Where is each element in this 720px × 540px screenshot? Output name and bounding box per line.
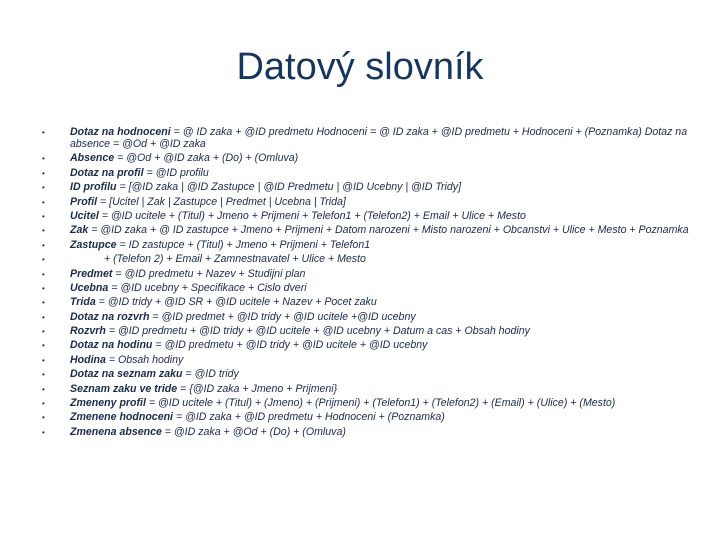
bullet-icon: • [42,128,45,137]
entry-term: Absence [70,152,115,165]
slide-title: Datový slovník [236,46,484,88]
dictionary-entry [0,167,720,179]
entry-definition: = @ID ucebny + Specifikace + Cislo dveri [108,281,307,294]
dictionary-entry [0,354,720,366]
bullet-icon: • [42,255,45,265]
bullet-icon: • [42,355,45,365]
bullet-icon: • [42,427,45,437]
entry-definition: = @ID tridy + @ID SR + @ID ucitele + Nazev + Pocet zaku [95,296,377,309]
entry-term: Zmeneny profil [70,397,146,410]
bullet-icon: • [42,226,45,236]
entry-definition: = ID zastupce + (Titul) + Jmeno + Prijmeni + Telefon1 [116,238,371,251]
entry-definition: = @Od + @ID zaka + (Do) + (Omluva) [114,152,299,165]
bullet-icon: • [42,154,45,164]
entry-definition: = @ID ucitele + (Titul) + (Jmeno) + (Prijmeni) + (Telefon1) + (Telefon2) + (Email) + (Ulice) + (Mesto) [145,397,616,410]
dictionary-entry [0,397,720,409]
entry-definition: = @ID predmetu + Nazev + Studijni plan [112,267,306,280]
entry-term: Dotaz na profil [70,166,144,179]
entry-definition: = {@ID zaka + Jmeno + Prijmeni} [177,382,338,395]
entry-term: ID profilu [70,181,117,194]
bullet-icon: • [42,341,45,351]
dictionary-entry [0,426,720,438]
entry-term: Zmenene hodnoceni [70,411,174,424]
entry-term: Dotaz na hodnoceni [70,126,171,138]
dictionary-entry [0,253,720,265]
dictionary-entry [0,311,720,323]
entry-term: Dotaz na rozvrh [70,310,150,323]
entry-definition: = @ID tridy [182,368,239,381]
entry-definition: = [Ucitel | Zak | Zastupce | Predmet | Ucebna | Trida] [97,195,346,208]
dictionary-entry [0,368,720,380]
entry-term: Seznam zaku ve tride [70,382,178,395]
dictionary-entry [0,268,720,280]
entry-term: Ucitel [70,209,99,222]
dictionary-entry [0,383,720,395]
bullet-icon: • [42,312,45,322]
bullet-icon: • [42,283,45,293]
entry-definition: = @ID zaka + @ID predmetu + Hodnoceni + (Poznamka) [173,411,445,424]
entry-continuation: + (Telefon 2) + Email + Zamnestnavatel + Ulice + Mesto [104,253,366,266]
dictionary-entry [0,411,720,423]
dictionary-entry [0,282,720,294]
bullet-icon: • [42,240,45,250]
bullet-icon: • [42,370,45,380]
entry-term: Zak [70,224,89,237]
dictionary-entry [0,126,720,150]
entry-definition: = @ID predmet + @ID tridy + @ID ucitele +@ID ucebny [149,310,416,323]
entry-term: Zastupce [70,238,117,251]
entry-term: Hodina [70,353,106,366]
dictionary-entry [0,239,720,251]
data-dictionary-list [0,126,720,440]
entry-term: Dotaz na hodinu [70,339,153,352]
entry-definition: = @ID zaka + @Od + (Do) + (Omluva) [161,425,346,438]
dictionary-entry [0,224,720,236]
bullet-icon: • [42,384,45,394]
dictionary-entry [0,210,720,222]
entry-definition: = @ID profilu [143,166,209,179]
entry-definition: = [@ID zaka | @ID Zastupce | @ID Predmetu | @ID Ucebny | @ID Tridy] [116,181,462,194]
entry-definition: = @ ID zaka + @ID predmetu Hodnoceni = @ ID zaka + @ID predmetu + Hodnoceni + (Poznamka) Dotaz na absence = @Od + @ID zaka [70,126,688,150]
entry-definition: = @ID predmetu + @ID tridy + @ID ucitele + @ID ucebny + Datum a cas + Obsah hodiny [105,325,530,338]
bullet-icon: • [42,197,45,207]
bullet-icon: • [42,269,45,279]
entry-definition: = Obsah hodiny [105,353,184,366]
dictionary-entry [0,339,720,351]
bullet-icon: • [42,183,45,193]
bullet-icon: • [42,211,45,221]
entry-definition: = @ID predmetu + @ID tridy + @ID ucitele + @ID ucebny [152,339,428,352]
dictionary-entry [0,196,720,208]
bullet-icon: • [42,168,45,178]
entry-term: Predmet [70,267,113,280]
dictionary-entry [0,181,720,193]
entry-term: Ucebna [70,281,109,294]
bullet-icon: • [42,298,45,308]
entry-definition: = @ID ucitele + (Titul) + Jmeno + Prijmeni + Telefon1 + (Telefon2) + Email + Ulice + Mesto [98,209,526,222]
entry-term: Trida [70,296,96,309]
bullet-icon: • [42,327,45,337]
entry-definition: = @ID zaka + @ ID zastupce + Jmeno + Prijmeni + Datom narozeni + Misto narozeni + Obcanstvi + Ulice + Mesto + Poznamka [88,224,689,237]
dictionary-entry [0,296,720,308]
entry-term: Dotaz na seznam zaku [70,368,183,381]
entry-term: Rozvrh [70,325,106,338]
entry-term: Zmenena absence [70,425,162,438]
bullet-icon: • [42,399,45,409]
bullet-icon: • [42,413,45,423]
entry-term: Profil [70,195,98,208]
dictionary-entry [0,325,720,337]
dictionary-entry [0,152,720,164]
